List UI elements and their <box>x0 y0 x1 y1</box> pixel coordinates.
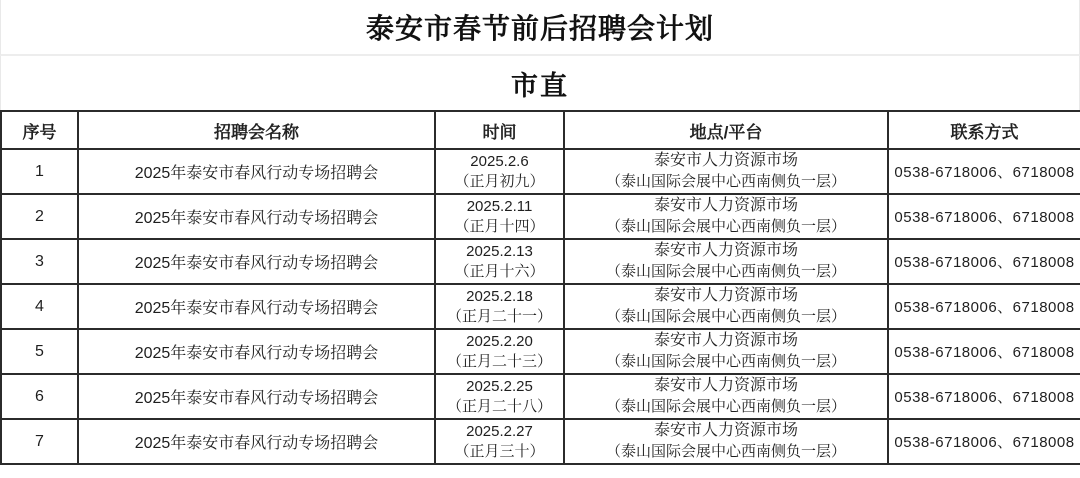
cell-no: 2 <box>1 194 78 239</box>
cell-location-name: 泰安市人力资源市场 <box>653 377 798 395</box>
cell-time-lunar: （正月十四） <box>454 217 545 235</box>
cell-contact: 0538-6718006、6718008 <box>888 419 1080 464</box>
cell-location-detail: （泰山国际会展中心西南侧负一层） <box>605 308 846 326</box>
cell-location-detail: （泰山国际会展中心西南侧负一层） <box>605 263 846 281</box>
table-row <box>1 419 1080 464</box>
cell-time-date: 2025.2.6 <box>470 153 529 170</box>
cell-name: 2025年泰安市春风行动专场招聘会 <box>78 239 435 284</box>
cell-location-detail: （泰山国际会展中心西南侧负一层） <box>605 218 846 236</box>
cell-no: 6 <box>1 374 78 419</box>
cell-time-lunar: （正月二十一） <box>446 307 552 325</box>
cell-time-lunar: （正月初九） <box>454 172 545 190</box>
cell-time-date: 2025.2.18 <box>466 288 533 305</box>
cell-time <box>435 239 564 284</box>
cell-name: 2025年泰安市春风行动专场招聘会 <box>78 194 435 239</box>
header-cell-contact: 联系方式 <box>888 111 1080 149</box>
cell-contact: 0538-6718006、6718008 <box>888 194 1080 239</box>
cell-location <box>564 329 888 374</box>
cell-name: 2025年泰安市春风行动专场招聘会 <box>78 329 435 374</box>
cell-time-date: 2025.2.11 <box>466 198 533 215</box>
cell-location-name: 泰安市人力资源市场 <box>653 287 798 305</box>
section-bar <box>0 56 1080 110</box>
cell-time-date: 2025.2.27 <box>466 423 533 440</box>
table-row <box>1 374 1080 419</box>
cell-time-date: 2025.2.20 <box>466 333 533 350</box>
table-row <box>1 149 1080 194</box>
cell-location-name: 泰安市人力资源市场 <box>653 332 798 350</box>
cell-time-lunar: （正月三十） <box>454 442 545 460</box>
table-row <box>1 329 1080 374</box>
cell-location-name: 泰安市人力资源市场 <box>653 242 798 260</box>
cell-time-lunar: （正月十六） <box>454 262 545 280</box>
cell-location <box>564 149 888 194</box>
cell-name: 2025年泰安市春风行动专场招聘会 <box>78 149 435 194</box>
cell-location <box>564 284 888 329</box>
cell-name: 2025年泰安市春风行动专场招聘会 <box>78 374 435 419</box>
cell-name: 2025年泰安市春风行动专场招聘会 <box>78 419 435 464</box>
title-bar <box>0 0 1080 56</box>
cell-time-date: 2025.2.13 <box>466 243 533 260</box>
section-title: 市直 <box>511 70 569 101</box>
cell-no: 4 <box>1 284 78 329</box>
cell-location-name: 泰安市人力资源市场 <box>653 197 798 215</box>
cell-location <box>564 194 888 239</box>
cell-location-detail: （泰山国际会展中心西南侧负一层） <box>605 443 846 461</box>
cell-location-name: 泰安市人力资源市场 <box>653 152 798 170</box>
cell-contact: 0538-6718006、6718008 <box>888 149 1080 194</box>
cell-time <box>435 284 564 329</box>
cell-time <box>435 149 564 194</box>
cell-contact: 0538-6718006、6718008 <box>888 284 1080 329</box>
cell-contact: 0538-6718006、6718008 <box>888 239 1080 284</box>
cell-no: 1 <box>1 149 78 194</box>
cell-location <box>564 419 888 464</box>
cell-time-lunar: （正月二十八） <box>446 397 552 415</box>
cell-time <box>435 374 564 419</box>
cell-location-name: 泰安市人力资源市场 <box>653 422 798 440</box>
table-row <box>1 194 1080 239</box>
cell-name: 2025年泰安市春风行动专场招聘会 <box>78 284 435 329</box>
cell-time-date: 2025.2.25 <box>466 378 533 395</box>
cell-time <box>435 329 564 374</box>
cell-no: 5 <box>1 329 78 374</box>
cell-time-lunar: （正月二十三） <box>446 352 552 370</box>
table-row <box>1 239 1080 284</box>
header-cell-name: 招聘会名称 <box>78 111 435 149</box>
cell-location-detail: （泰山国际会展中心西南侧负一层） <box>605 398 846 416</box>
cell-no: 3 <box>1 239 78 284</box>
cell-no: 7 <box>1 419 78 464</box>
page-title: 泰安市春节前后招聘会计划 <box>365 13 714 44</box>
cell-contact: 0538-6718006、6718008 <box>888 374 1080 419</box>
table-header-row <box>1 111 1080 149</box>
header-cell-no: 序号 <box>1 111 78 149</box>
cell-location-detail: （泰山国际会展中心西南侧负一层） <box>605 173 846 191</box>
cell-location-detail: （泰山国际会展中心西南侧负一层） <box>605 353 846 371</box>
header-cell-time: 时间 <box>435 111 564 149</box>
cell-location <box>564 239 888 284</box>
cell-location <box>564 374 888 419</box>
cell-contact: 0538-6718006、6718008 <box>888 329 1080 374</box>
cell-time <box>435 194 564 239</box>
table-row <box>1 284 1080 329</box>
bottom-margin <box>0 465 1080 472</box>
schedule-table <box>0 110 1080 465</box>
cell-time <box>435 419 564 464</box>
header-cell-location: 地点/平台 <box>564 111 888 149</box>
